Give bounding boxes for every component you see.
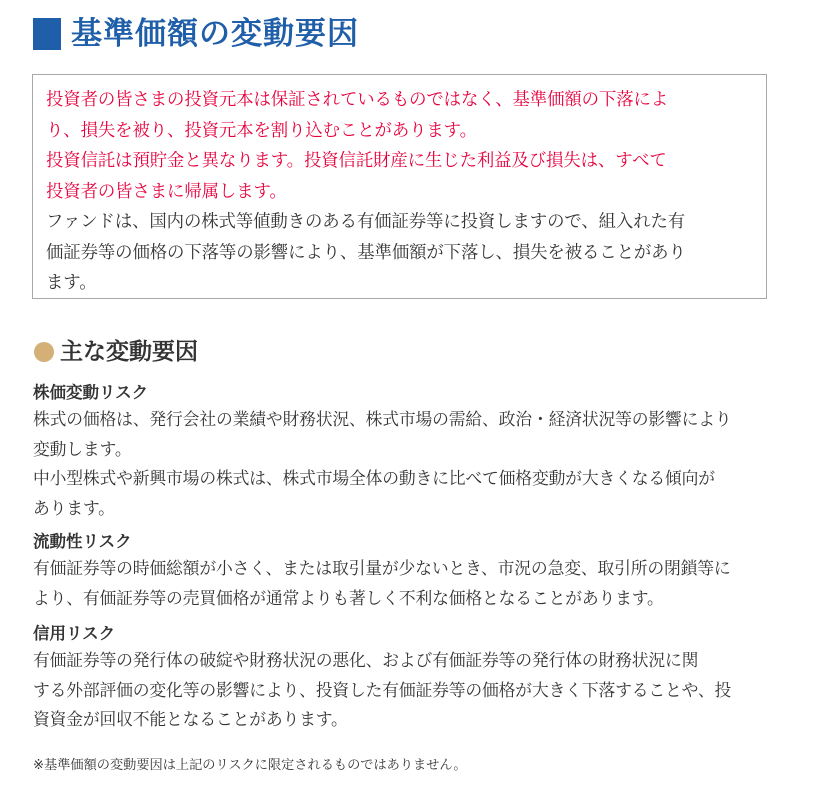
risk-line: あります。	[33, 497, 115, 518]
risk-line: 変動します。	[33, 438, 132, 459]
risk-line: より、有価証券等の売買価格が通常よりも著しく不利な価格となることがあります。	[33, 587, 664, 608]
risk-line: 有価証券等の発行体の破綻や財務状況の悪化、および有価証券等の発行体の財務状況に関	[33, 650, 699, 670]
risk-line: 株式の価格は、発行会社の業績や財務状況、株式市場の需給、政治・経済状況等の影響により	[33, 409, 732, 429]
notice-line: 投資者の皆さまに帰属します。	[46, 181, 287, 202]
risk-line: 中小型株式や新興市場の株式は、株式市場全体の動きに比べて価格変動が大きくなる傾向が	[33, 468, 715, 488]
notice-line: 価証券等の価格の下落等の影響により、基準価額が下落し、損失を被ることがあり	[46, 242, 686, 263]
risk-line: 資資金が回収不能となることがあります。	[33, 709, 348, 729]
title-square-icon	[33, 18, 61, 50]
page-title: 基準価額の変動要因	[71, 16, 359, 52]
risk-block-stock-price	[33, 381, 732, 523]
notice-line: 投資信託は預貯金と異なります。投資信託財産に生じた利益及び損失は、すべて	[46, 151, 667, 171]
notice-box	[32, 74, 767, 299]
section-heading	[34, 334, 198, 370]
notice-line: り、損失を被り、投資元本を割り込むことがあります。	[46, 120, 477, 141]
notice-line: ます。	[46, 273, 97, 293]
section-heading-text: 主な変動要因	[60, 339, 198, 365]
circle-bullet-icon	[34, 342, 54, 362]
risk-block-liquidity	[33, 530, 731, 613]
risk-title: 信用リスク	[33, 624, 116, 643]
risk-line: 有価証券等の時価総額が小さく、または取引量が少ないとき、市況の急変、取引所の閉鎖等に	[33, 558, 731, 578]
notice-line: ファンドは、国内の株式等値動きのある有価証券等に投資しますので、組入れた有	[46, 212, 686, 232]
footnote: ※基準価額の変動要因は上記のリスクに限定されるものではありません。	[33, 758, 467, 773]
risk-line: する外部評価の変化等の影響により、投資した有価証券等の価格が大きく下落することや、投	[33, 679, 732, 700]
risk-block-credit	[33, 622, 731, 735]
page-title-bar	[33, 14, 359, 54]
risk-title: 流動性リスク	[33, 532, 132, 551]
risk-title: 株価変動リスク	[33, 383, 149, 402]
notice-line: 投資者の皆さまの投資元本は保証されているものではなく、基準価額の下落によ	[46, 90, 669, 110]
